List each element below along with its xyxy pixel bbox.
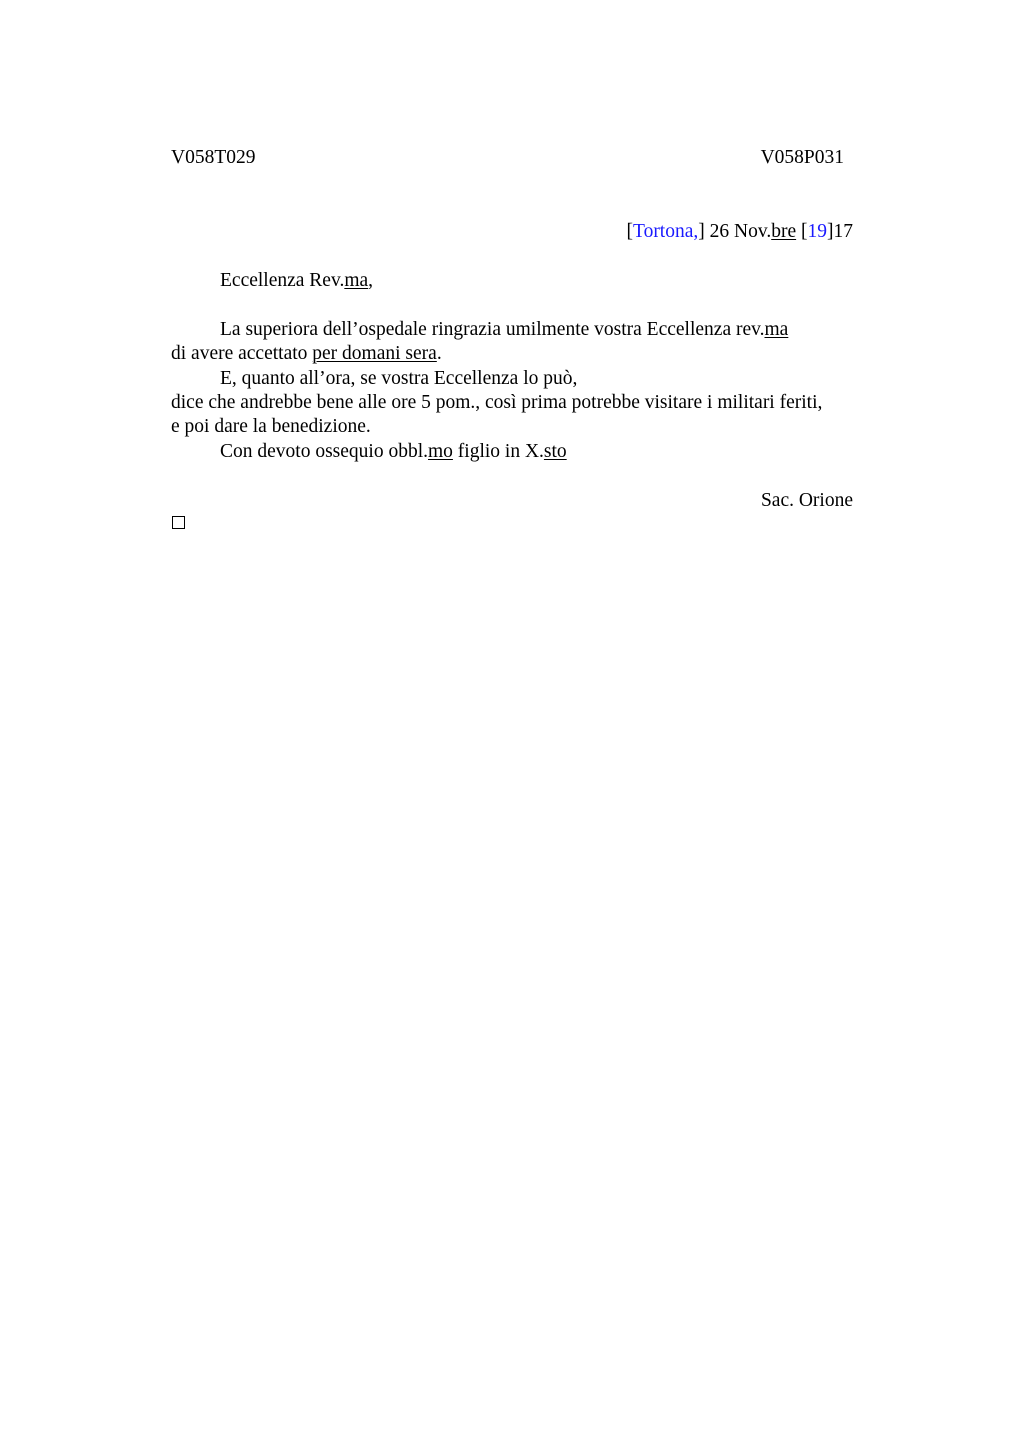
closing-line: Con devoto ossequio obbl.mo figlio in X.sto xyxy=(220,441,567,462)
dateline-year: 17 xyxy=(833,221,853,242)
end-of-document-box-icon xyxy=(172,516,185,529)
dateline-month-abbrev: bre xyxy=(771,221,797,242)
body-abbrev: ma xyxy=(764,319,789,340)
dateline-bracket: ] xyxy=(827,221,834,242)
body-line-5: e poi dare la benedizione. xyxy=(171,416,371,437)
signature: Sac. Orione xyxy=(760,490,853,511)
dateline-place: Tortona, xyxy=(633,221,699,242)
body-line-3: E, quanto all’ora, se vostra Eccellenza lo può, xyxy=(220,368,578,389)
dateline-day-month: 26 Nov. xyxy=(704,221,772,242)
salutation: Eccellenza Rev.ma, xyxy=(220,270,374,291)
body-underlined-phrase: per domani sera xyxy=(312,343,437,364)
body-line-2: di avere accettato per domani sera. xyxy=(171,343,442,364)
body-line-1: La superiora dell’ospedale ringrazia umilmente vostra Eccellenza rev.ma xyxy=(220,319,789,340)
document-code-right: V058P031 xyxy=(760,147,844,168)
document-code-left: V058T029 xyxy=(171,147,256,168)
dateline-bracket: [ xyxy=(626,221,634,242)
dateline xyxy=(627,220,853,244)
dateline-century: 19 xyxy=(807,221,827,242)
dateline-bracket: ] xyxy=(698,221,705,242)
closing-abbrev: mo xyxy=(428,441,453,462)
closing-abbrev: sto xyxy=(543,441,567,462)
body-line-4: dice che andrebbe bene alle ore 5 pom., così prima potrebbe visitare i militari feriti, xyxy=(171,392,823,413)
salutation-abbrev: ma xyxy=(344,270,369,291)
dateline-bracket: [ xyxy=(801,221,808,242)
